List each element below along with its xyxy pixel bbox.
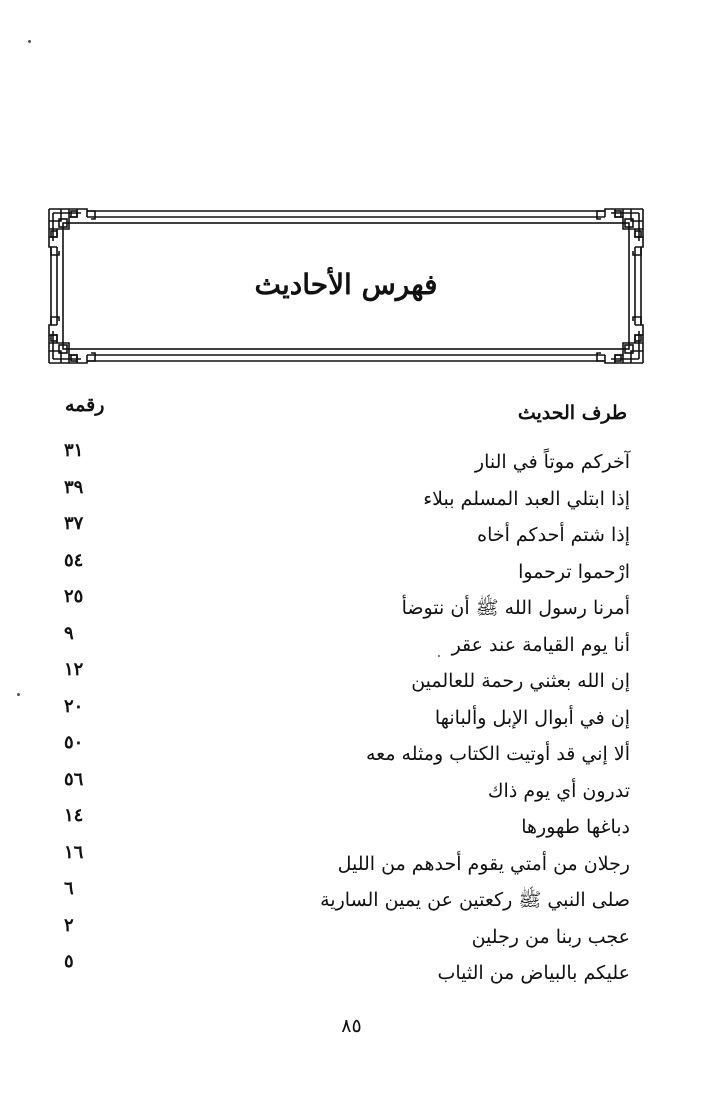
list-item bbox=[50, 841, 630, 883]
hadith-text: إذا ابتلي العبد المسلم ببلاء bbox=[423, 487, 630, 510]
hadith-text: آخركم موتاً في النار bbox=[474, 451, 630, 473]
hadith-number: ٢ bbox=[64, 914, 74, 936]
hadith-text: إن في أبوال الإبل وألبانها bbox=[434, 706, 630, 729]
hadith-number: ٢٠ bbox=[64, 695, 84, 717]
hadith-index-list bbox=[50, 440, 630, 992]
hadith-text: إذا شتم أحدكم أخاه bbox=[477, 524, 630, 546]
list-item bbox=[50, 476, 630, 518]
list-item bbox=[50, 440, 630, 481]
list-item bbox=[50, 951, 630, 992]
hadith-number: ١٤ bbox=[64, 805, 84, 826]
hadith-text: عليكم بالبياض من الثياب bbox=[437, 962, 630, 984]
hadith-number: ٩ bbox=[64, 622, 74, 644]
hadith-number: ١٦ bbox=[64, 841, 84, 863]
hadith-number: ٥ bbox=[64, 951, 74, 972]
list-item bbox=[50, 513, 630, 554]
list-item bbox=[50, 622, 630, 664]
hadith-text: ألا إني قد أوتيت الكتاب ومثله معه bbox=[365, 743, 630, 765]
page-number: ٨٥ bbox=[341, 1015, 362, 1037]
page-title: فهرس الأحاديث bbox=[254, 268, 438, 301]
scan-speck bbox=[17, 693, 20, 696]
list-item bbox=[50, 549, 630, 591]
hadith-number: ٥٦ bbox=[64, 768, 84, 790]
list-item bbox=[50, 695, 630, 737]
column-header-number: رقمه bbox=[65, 394, 105, 416]
hadith-text: صلى النبي ﷺ ركعتين عن يمين السارية bbox=[320, 889, 630, 911]
hadith-number: ٥٤ bbox=[64, 549, 84, 571]
list-item bbox=[50, 878, 630, 919]
hadith-number: ٣٧ bbox=[64, 513, 84, 534]
hadith-number: ٢٥ bbox=[64, 586, 84, 607]
hadith-text: دباغها طهورها bbox=[521, 816, 630, 838]
list-item bbox=[50, 805, 630, 846]
list-item bbox=[50, 732, 630, 773]
hadith-text: عجب ربنا من رجلين bbox=[471, 925, 630, 948]
list-item bbox=[50, 586, 630, 627]
list-item bbox=[50, 659, 630, 700]
hadith-number: ٣١ bbox=[64, 440, 84, 461]
hadith-text: رجلان من أمتي يقوم أحدهم من الليل bbox=[337, 852, 630, 875]
hadith-number: ١٢ bbox=[64, 659, 84, 680]
hadith-number: ٥٠ bbox=[64, 732, 84, 753]
hadith-text: أنا يوم القيامة عند عقر bbox=[451, 633, 630, 656]
hadith-text: أمرنا رسول الله ﷺ أن نتوضأ bbox=[401, 597, 630, 619]
hadith-text: إن الله بعثني رحمة للعالمين bbox=[411, 670, 630, 692]
scan-speck bbox=[28, 40, 31, 43]
hadith-text: تدرون أي يوم ذاك bbox=[487, 779, 630, 802]
hadith-number: ٦ bbox=[64, 878, 74, 899]
hadith-text: ارْحموا ترحموا bbox=[518, 560, 630, 583]
list-item bbox=[50, 914, 630, 956]
column-header-hadith: طرف الحديث bbox=[517, 402, 627, 424]
list-item bbox=[50, 768, 630, 810]
hadith-number: ٣٩ bbox=[64, 476, 84, 498]
title-frame bbox=[47, 207, 645, 365]
